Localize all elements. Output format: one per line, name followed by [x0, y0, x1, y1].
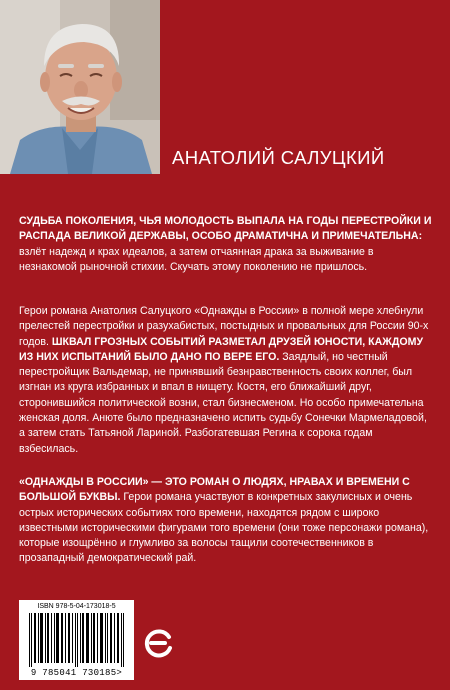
- ean-end-mark: >: [116, 668, 123, 678]
- ean-digits: [21, 668, 132, 678]
- ean-first-digit: 9: [30, 668, 37, 678]
- publisher-logo-icon: [143, 628, 173, 658]
- barcode-box: [19, 600, 134, 680]
- intro-text: взлёт надежд и крах идеалов, а затем отчаянная драка за выживание в незнакомой рыночной стихии. Скучать этому поколению не пришлось.: [19, 245, 374, 273]
- plot-text-end: Заядлый, но честный перестройщик Вальдемар, не принявший безнравственность своих коллег, был изгнан из круга избранных и впал в нищету. Костя, его ближайший друг, сторонившийся политической возни, стал бизнесменом. Но особо примечательна женская доля. Анюте было предназначено испить судьбу Сонечки Мармеладовой, а затем стать Татьяной Лариной. Разбогатевшая Регина к сорока годам взбесилась.: [19, 350, 427, 455]
- isbn-label: ISBN 978-5-04-173018-5: [37, 603, 116, 610]
- summary-paragraph: [19, 475, 433, 567]
- plot-bold-text: ШКВАЛ ГРОЗНЫХ СОБЫТИЙ РАЗМЕТАЛ ДРУЗЕЙ ЮНОСТИ, КАЖДОМУ ИЗ НИХ ИСПЫТАНИЙ БЫЛО ДАНО ПО ВЕРЕ ЕГО.: [19, 335, 424, 363]
- intro-bold-text: СУДЬБА ПОКОЛЕНИЯ, ЧЬЯ МОЛОДОСТЬ ВЫПАЛА НА ГОДЫ ПЕРЕСТРОЙКИ И РАСПАДА ВЕЛИКОЙ ДЕРЖАВЫ, ОСОБО ДРАМАТИЧНА И ПРИМЕЧАТЕЛЬНА:: [19, 215, 432, 243]
- plot-paragraph: [19, 304, 433, 457]
- author-photo: [0, 0, 160, 174]
- ean-left-group: 785041: [42, 668, 77, 678]
- plot-text-start: Герои романа Анатолия Салуцкого «Однажды в России» в полной мере хлебнули прелестей перестройки и разухабистых, постыдных и провальных для России 90-х годов.: [19, 305, 429, 348]
- summary-text: Герои романа участвуют в конкретных закулисных и очень острых исторических событиях того времени, находятся рядом с широко известными историческими фигурами того времени (они тоже персонажи романа), которые изощрённо и глумливо за волосы тащили соотечественников в прозападный демократический рай.: [19, 491, 429, 565]
- intro-paragraph: [19, 214, 433, 275]
- summary-bold-text: «ОДНАЖДЫ В РОССИИ» — ЭТО РОМАН О ЛЮДЯХ, НРАВАХ И ВРЕМЕНИ С БОЛЬШОЙ БУКВЫ.: [19, 476, 410, 504]
- barcode-icon: [27, 613, 126, 667]
- ean-right-group: 730185: [82, 668, 117, 678]
- author-name: АНАТОЛИЙ САЛУЦКИЙ: [172, 147, 385, 168]
